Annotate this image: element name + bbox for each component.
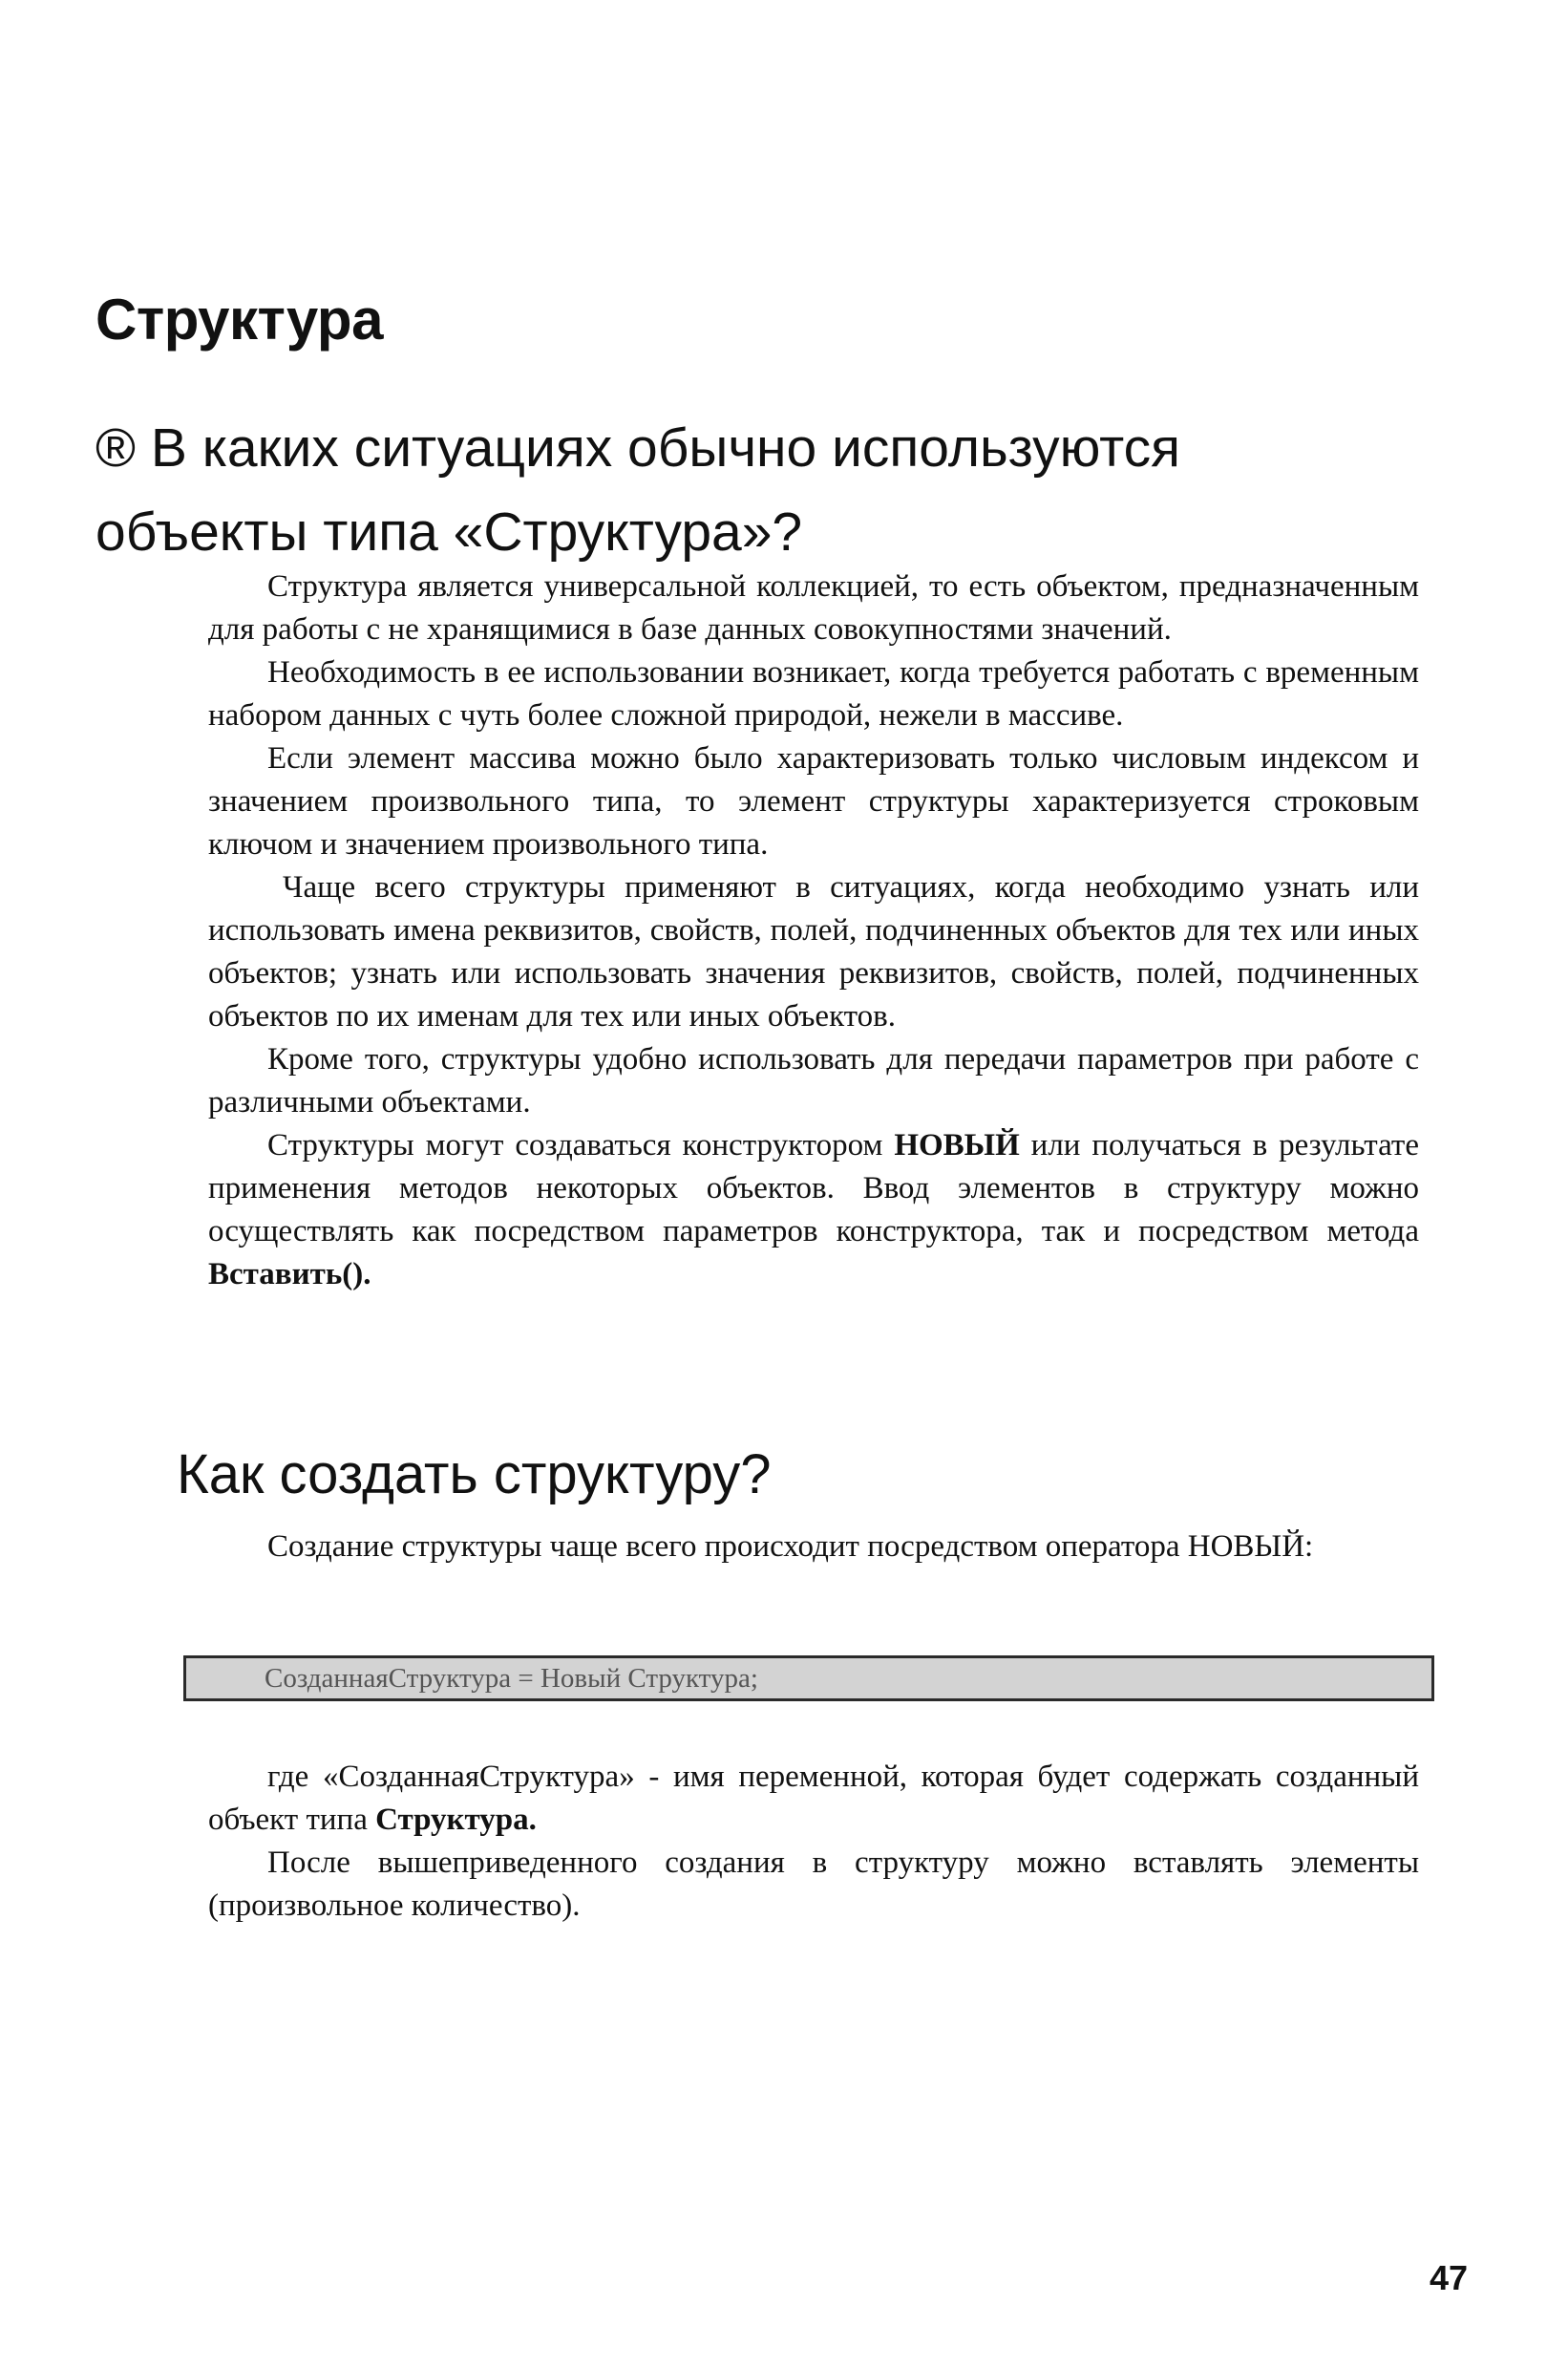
paragraph-4: Чаще всего структуры применяют в ситуациях, когда необходимо узнать или использовать имена реквизитов, свойств, полей, подчиненных объектов для тех или иных объектов; узнать или использовать значения реквизитов, свойств, полей, подчиненных объектов по их именам для тех или иных объектов.: [208, 870, 1419, 1034]
code-example: СозданнаяСтруктура = Новый Структура;: [183, 1655, 1434, 1701]
paragraph-2: Необходимость в ее использовании возникает, когда требуется работать с временным набором данных с чуть более сложной природой, нежели в массиве.: [208, 655, 1419, 733]
paragraph-7: Создание структуры чаще всего происходит посредством оператора НОВЫЙ:: [267, 1529, 1314, 1564]
paragraph-6: [208, 1124, 1419, 1296]
paragraph-8-text: где «СозданнаяСтруктура» - имя переменной, которая будет содержать созданный объект типа: [208, 1760, 1419, 1837]
question-heading: [95, 406, 1432, 574]
paragraph-6-text-b: или получаться в результате применения методов некоторых объектов. Ввод элементов в структуру можно осуществлять как посредством параметров конструктора, так и посредством метода: [208, 1128, 1419, 1248]
paragraph-5: Кроме того, структуры удобно использовать для передачи параметров при работе с различными объектами.: [208, 1042, 1419, 1120]
paragraph-8: [208, 1756, 1419, 1842]
chapter-title: Структура: [95, 288, 383, 352]
paragraph-1: Структура является универсальной коллекцией, то есть объектом, предназначенным для работы с не хранящимися в базе данных совокупностями значений.: [208, 569, 1419, 647]
section-3-body: [208, 1756, 1419, 1928]
section-1-body: [208, 565, 1419, 1296]
question-heading-line-2: объекты типа «Структура»?: [95, 501, 803, 563]
page-number: 47: [1430, 2258, 1469, 2297]
question-heading-line-1: ® В каких ситуациях обычно используются: [95, 417, 1180, 479]
subheading: Как создать структуру?: [177, 1443, 772, 1505]
paragraph-3: Если элемент массива можно было характеризовать только числовым индексом и значением произвольного типа, то элемент структуры характеризуется строковым ключом и значением произвольного типа.: [208, 741, 1419, 862]
keyword-new: НОВЫЙ: [894, 1128, 1020, 1163]
paragraph-6-text-a: Структуры могут создаваться конструктором: [267, 1128, 895, 1163]
method-insert: Вставить().: [208, 1257, 371, 1291]
section-2-body: [208, 1525, 1419, 1568]
type-structure: Структура.: [375, 1803, 537, 1837]
paragraph-9: После вышеприведенного создания в структуру можно вставлять элементы (произвольное количество).: [208, 1845, 1419, 1923]
